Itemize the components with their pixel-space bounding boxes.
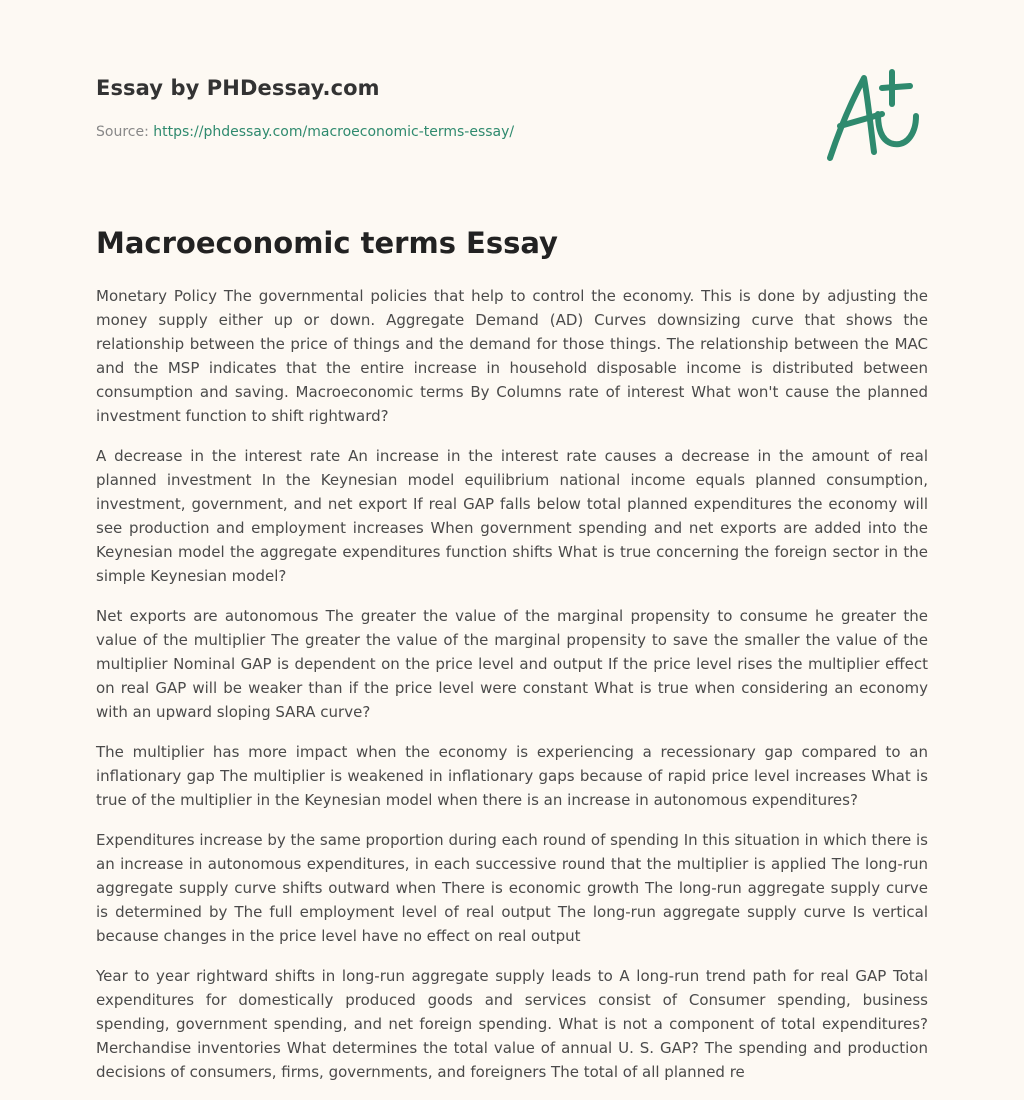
essay-paragraph: The multiplier has more impact when the economy is experiencing a recessionary gap compared to an inflationary gap The multiplier is weakened in inflationary gaps because of rapid price level increases What is true of the multiplier in the Keynesian model when there is an increase in autonomous expenditures? <box>96 743 928 809</box>
essay-paragraph: Year to year rightward shifts in long-run aggregate supply leads to A long-run trend path for real GAP Total expenditures for domestically produced goods and services consist of Consumer spending, business spending, government spending, and net foreign spending. What is not a component of total expenditures? Merchandise inventories What determines the total value of annual U. S. GAP? The spending and production decisions of consumers, firms, governments, and foreigners The total of all planned re <box>96 967 928 1081</box>
a-plus-icon <box>820 64 930 168</box>
essay-title: Macroeconomic terms Essay <box>96 226 558 260</box>
essay-paragraph: Net exports are autonomous The greater the value of the marginal propensity to consume he greater the value of the multiplier The greater the value of the marginal propensity to save the smaller the value of the multiplier Nominal GAP is dependent on the price level and output If the price level rises the multiplier effect on real GAP will be weaker than if the price level were constant What is true when considering an economy with an upward sloping SARA curve? <box>96 607 928 721</box>
source-link[interactable]: https://phdessay.com/macroeconomic-terms-essay/ <box>153 124 515 140</box>
essay-body <box>96 284 928 1100</box>
essay-paragraph: A decrease in the interest rate An increase in the interest rate causes a decrease in the amount of real planned investment In the Keynesian model equilibrium national income equals planned consumption, investment, government, and net export If real GAP falls below total planned expenditures the economy will see production and employment increases When government spending and net exports are added into the Keynesian model the aggregate expenditures function shifts What is true concerning the foreign sector in the simple Keynesian model? <box>96 447 928 585</box>
source-line <box>96 124 514 140</box>
source-label: Source: <box>96 124 154 140</box>
essay-paragraph: Monetary Policy The governmental policies that help to control the economy. This is done by adjusting the money supply either up or down. Aggregate Demand (AD) Curves downsizing curve that shows the relationship between the price of things and the demand for those things. The relationship between the MAC and the MSP indicates that the entire increase in household disposable income is distributed between consumption and saving. Macroeconomic terms By Columns rate of interest What won't cause the planned investment function to shift rightward? <box>96 287 928 425</box>
brand-title: Essay by PHDessay.com <box>96 76 380 100</box>
essay-paragraph: Expenditures increase by the same proportion during each round of spending In this situation in which there is an increase in autonomous expenditures, in each successive round that the multiplier is applied The long-run aggregate supply curve shifts outward when There is economic growth The long-run aggregate supply curve is determined by The full employment level of real output The long-run aggregate supply curve Is vertical because changes in the price level have no effect on real output <box>96 831 928 945</box>
